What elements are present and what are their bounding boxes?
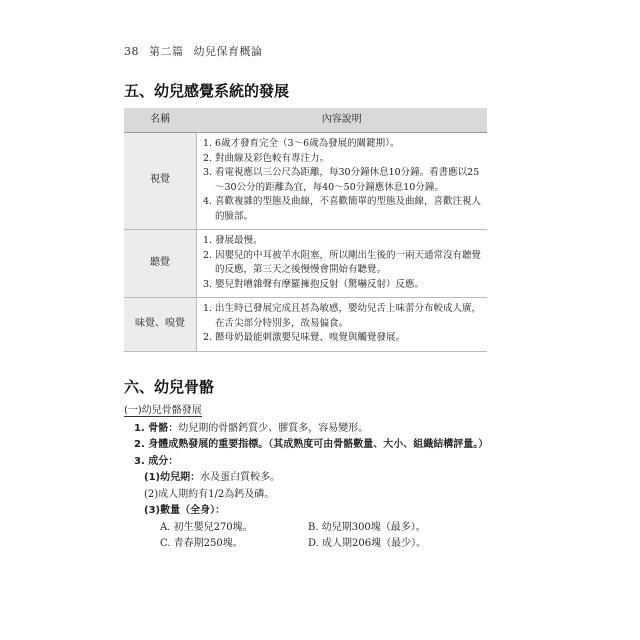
page-number: 38 — [124, 45, 139, 58]
subheading-bone-development: (一)幼兒骨骼發展 — [124, 405, 202, 416]
section-heading-senses: 五、幼兒感覺系統的發展 — [124, 82, 290, 100]
table-row-hearing — [124, 230, 487, 298]
list-item: 2. 因嬰兒的中耳被羊水阻塞，所以剛出生後的一兩天通常沒有聽覺的反應，第三天之後慢慢會開始有聽覺。 — [203, 249, 482, 275]
table-row-vision — [124, 133, 487, 230]
sub-item-count: (3)數量（全身）： — [144, 505, 226, 516]
list-item: 1. 發展最慢。 — [203, 235, 263, 246]
list-item: 2. 對曲線及彩色較有專注力。 — [203, 152, 330, 164]
part-label: 第二篇 — [149, 45, 184, 58]
item-composition: 3. 成分： — [134, 455, 179, 467]
bone-count-adolescence: C. 青春期250塊。 — [160, 538, 243, 549]
sub-item-early-childhood: (1)幼兒期：水及蛋白質較多。 — [144, 472, 281, 483]
running-header — [124, 43, 269, 59]
list-item: 4. 喜歡複雜的型態及曲線，不喜歡簡單的型態及曲線，喜歡注視人的臉部。 — [203, 196, 482, 222]
bone-count-early-childhood: B. 幼兒期300塊（最多）。 — [308, 521, 426, 533]
list-item: 2. 餵母奶最能刺激嬰兒味覺、嗅覺與觸覺發展。 — [203, 332, 406, 343]
senses-table — [124, 108, 487, 352]
row-description — [197, 133, 488, 230]
row-name: 視覺 — [124, 133, 197, 230]
row-description — [197, 298, 488, 352]
table-header-row — [124, 108, 487, 133]
bone-count-row — [124, 520, 504, 537]
list-item: 3. 看電視應以三公尺為距離，每30分鐘休息10分鐘。看書應以25～30公分的距離為宜，每40～50分鐘應休息10分鐘。 — [203, 167, 480, 193]
section-heading-skeleton: 六、幼兒骨骼 — [124, 378, 215, 396]
sub-item-adulthood: (2)成人期約有1/2為鈣及磷。 — [144, 488, 275, 500]
list-item: 3. 嬰兒對嘈雜聲有摩羅擁抱反射（驚嚇反射）反應。 — [203, 278, 425, 290]
column-header-description: 內容說明 — [197, 108, 488, 133]
chapter-title: 幼兒保育概論 — [193, 45, 263, 58]
bone-count-row — [124, 536, 504, 553]
row-name: 味覺、嗅覺 — [124, 298, 197, 352]
row-name: 聽覺 — [124, 230, 197, 298]
bone-count-adult: D. 成人期206塊（最少）。 — [308, 538, 427, 549]
row-description — [197, 230, 488, 298]
item-bones: 1. 骨骼：幼兒期的骨骼鈣質少、膠質多，容易變形。 — [134, 422, 369, 434]
bone-count-newborn: A. 初生嬰兒270塊。 — [160, 521, 253, 533]
table-row-taste-smell — [124, 298, 487, 352]
list-item: 1. 出生時已發展完成且甚為敏感，嬰幼兒舌上味蕾分布較成人廣，在舌尖部分特別多，故易偏食。 — [203, 303, 482, 329]
item-maturity-indicator: 2. 身體成熟發展的重要指標。（其成熟度可由骨骼數量、大小、組織結構評量。） — [134, 439, 489, 450]
column-header-name: 名稱 — [124, 108, 197, 133]
skeleton-content — [124, 403, 504, 553]
list-item: 1. 6歲才發育完全（3～6歲為發展的關鍵期）。 — [203, 138, 400, 149]
